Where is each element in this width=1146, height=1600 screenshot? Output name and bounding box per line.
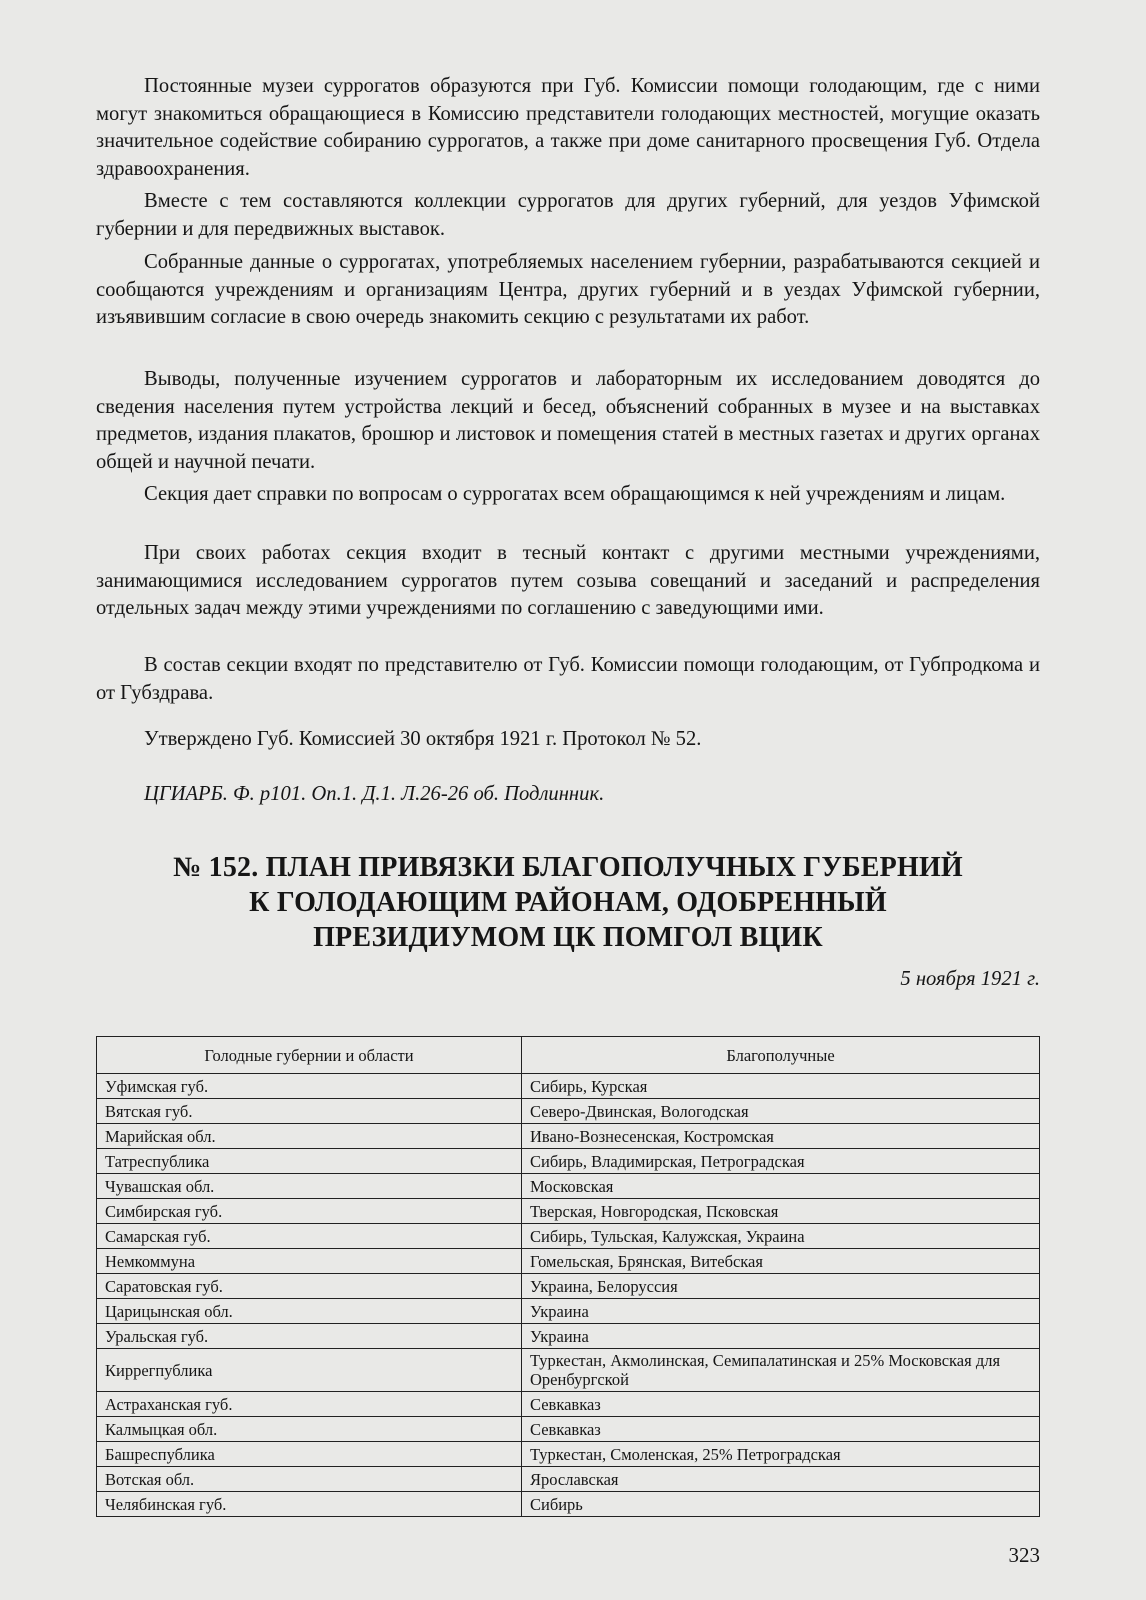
table-row — [97, 1349, 1040, 1392]
prosperous-region-cell: Севкавказ — [522, 1417, 1040, 1442]
table-row — [97, 1149, 1040, 1174]
header-hungry-regions: Голодные губернии и области — [97, 1037, 522, 1074]
hungry-region-cell: Челябинская губ. — [97, 1492, 522, 1517]
prosperous-region-cell: Гомельская, Брянская, Витебская — [522, 1249, 1040, 1274]
table-row — [97, 1417, 1040, 1442]
prosperous-region-cell: Ярославская — [522, 1467, 1040, 1492]
table-row — [97, 1467, 1040, 1492]
table-row — [97, 1199, 1040, 1224]
prosperous-region-cell: Ивано-Вознесенская, Костромская — [522, 1124, 1040, 1149]
hungry-region-cell: Уральская губ. — [97, 1324, 522, 1349]
hungry-region-cell: Калмыцкая обл. — [97, 1417, 522, 1442]
prosperous-region-cell: Украина — [522, 1324, 1040, 1349]
table-row — [97, 1124, 1040, 1149]
table-row — [97, 1324, 1040, 1349]
page-number: 323 — [1008, 1543, 1040, 1567]
table-row — [97, 1392, 1040, 1417]
assignment-table — [96, 1036, 1040, 1517]
table-row — [97, 1099, 1040, 1124]
header-prosperous-regions: Благополучные — [522, 1037, 1040, 1074]
paragraph-composition: В состав секции входят по представителю от Губ. Комиссии помощи голодающим, от Губпродкома и от Губздрава. — [96, 654, 1040, 704]
prosperous-region-cell: Северо-Двинская, Вологодская — [522, 1099, 1040, 1124]
prosperous-region-cell: Сибирь, Курская — [522, 1074, 1040, 1099]
prosperous-region-cell: Сибирь — [522, 1492, 1040, 1517]
hungry-region-cell: Вятская губ. — [97, 1099, 522, 1124]
prosperous-region-cell: Украина — [522, 1299, 1040, 1324]
table-row — [97, 1174, 1040, 1199]
archive-reference: ЦГИАРБ. Ф. р101. Оп.1. Д.1. Л.26-26 об. Подлинник. — [144, 783, 605, 805]
table-row — [97, 1274, 1040, 1299]
paragraph-museums: Постоянные музеи суррогатов образуются при Губ. Комиссии помощи голодающим, где с ними могут знакомиться обращающиеся в Комиссию представители голодающих местностей, могущие оказать значительное содействие собиранию суррогатов, а также при доме санитарного просвещения Губ. Отдела здравоохранения. — [96, 75, 1040, 180]
table-row — [97, 1442, 1040, 1467]
hungry-region-cell: Самарская губ. — [97, 1224, 522, 1249]
hungry-region-cell: Царицынская обл. — [97, 1299, 522, 1324]
paragraph-references: Секция дает справки по вопросам о суррогатах всем обращающимся к ней учреждениям и лицам. — [144, 483, 1006, 505]
hungry-region-cell: Татреспублика — [97, 1149, 522, 1174]
hungry-region-cell: Саратовская губ. — [97, 1274, 522, 1299]
title-line-2: К ГОЛОДАЮЩИМ РАЙОНАМ, ОДОБРЕННЫЙ — [249, 887, 887, 918]
table-body — [97, 1074, 1040, 1517]
hungry-region-cell: Вотская обл. — [97, 1467, 522, 1492]
hungry-region-cell: Астраханская губ. — [97, 1392, 522, 1417]
title-line-1: № 152. ПЛАН ПРИВЯЗКИ БЛАГОПОЛУЧНЫХ ГУБЕРНИЙ — [173, 852, 963, 883]
table-header-row — [97, 1037, 1040, 1074]
table-row — [97, 1224, 1040, 1249]
hungry-region-cell: Марийская обл. — [97, 1124, 522, 1149]
paragraph-collections: Вместе с тем составляются коллекции суррогатов для других губерний, для уездов Уфимской губернии и для передвижных выставок. — [96, 190, 1040, 240]
prosperous-region-cell: Московская — [522, 1174, 1040, 1199]
hungry-region-cell: Чувашская обл. — [97, 1174, 522, 1199]
title-line-3: ПРЕЗИДИУМОМ ЦК ПОМГОЛ ВЦИК — [313, 922, 823, 953]
table-row — [97, 1299, 1040, 1324]
prosperous-region-cell: Севкавказ — [522, 1392, 1040, 1417]
hungry-region-cell: Уфимская губ. — [97, 1074, 522, 1099]
document-title — [96, 850, 1040, 955]
table-row — [97, 1249, 1040, 1274]
paragraph-contacts: При своих работах секция входит в тесный контакт с другими местными учреждениями, занимающимися исследованием суррогатов путем созыва совещаний и заседаний и распределения отдельных задач между этими учреждениями по соглашению с заведующими ими. — [96, 542, 1040, 619]
prosperous-region-cell: Сибирь, Владимирская, Петроградская — [522, 1149, 1040, 1174]
hungry-region-cell: Симбирская губ. — [97, 1199, 522, 1224]
paragraph-conclusions: Выводы, полученные изучением суррогатов и лабораторным их исследованием доводятся до сведения населения путем устройства лекций и бесед, объяснений собранных в музее и на выставках предметов, издания плакатов, брошюр и листовок и помещения статей в местных газетах и других органах общей и научной печати. — [96, 368, 1040, 473]
prosperous-region-cell: Туркестан, Акмолинская, Семипалатинская и 25% Московская для Оренбургской — [522, 1349, 1040, 1392]
hungry-region-cell: Немкоммуна — [97, 1249, 522, 1274]
prosperous-region-cell: Сибирь, Тульская, Калужская, Украина — [522, 1224, 1040, 1249]
table-row — [97, 1492, 1040, 1517]
prosperous-region-cell: Украина, Белоруссия — [522, 1274, 1040, 1299]
paragraph-data-processing: Собранные данные о суррогатах, употребляемых населением губернии, разрабатываются секцией и сообщаются учреждениям и организациям Центра, других губерний и в уездах Уфимской губернии, изъявившим согласие в свою очередь знакомить секцию с результатами их работ. — [96, 251, 1040, 328]
approval-note: Утверждено Губ. Комиссией 30 октября 1921 г. Протокол № 52. — [144, 728, 702, 750]
prosperous-region-cell: Тверская, Новгородская, Псковская — [522, 1199, 1040, 1224]
table-row — [97, 1074, 1040, 1099]
hungry-region-cell: Башреспублика — [97, 1442, 522, 1467]
document-date: 5 ноября 1921 г. — [900, 968, 1040, 990]
hungry-region-cell: Киррегпублика — [97, 1349, 522, 1392]
prosperous-region-cell: Туркестан, Смоленская, 25% Петроградская — [522, 1442, 1040, 1467]
